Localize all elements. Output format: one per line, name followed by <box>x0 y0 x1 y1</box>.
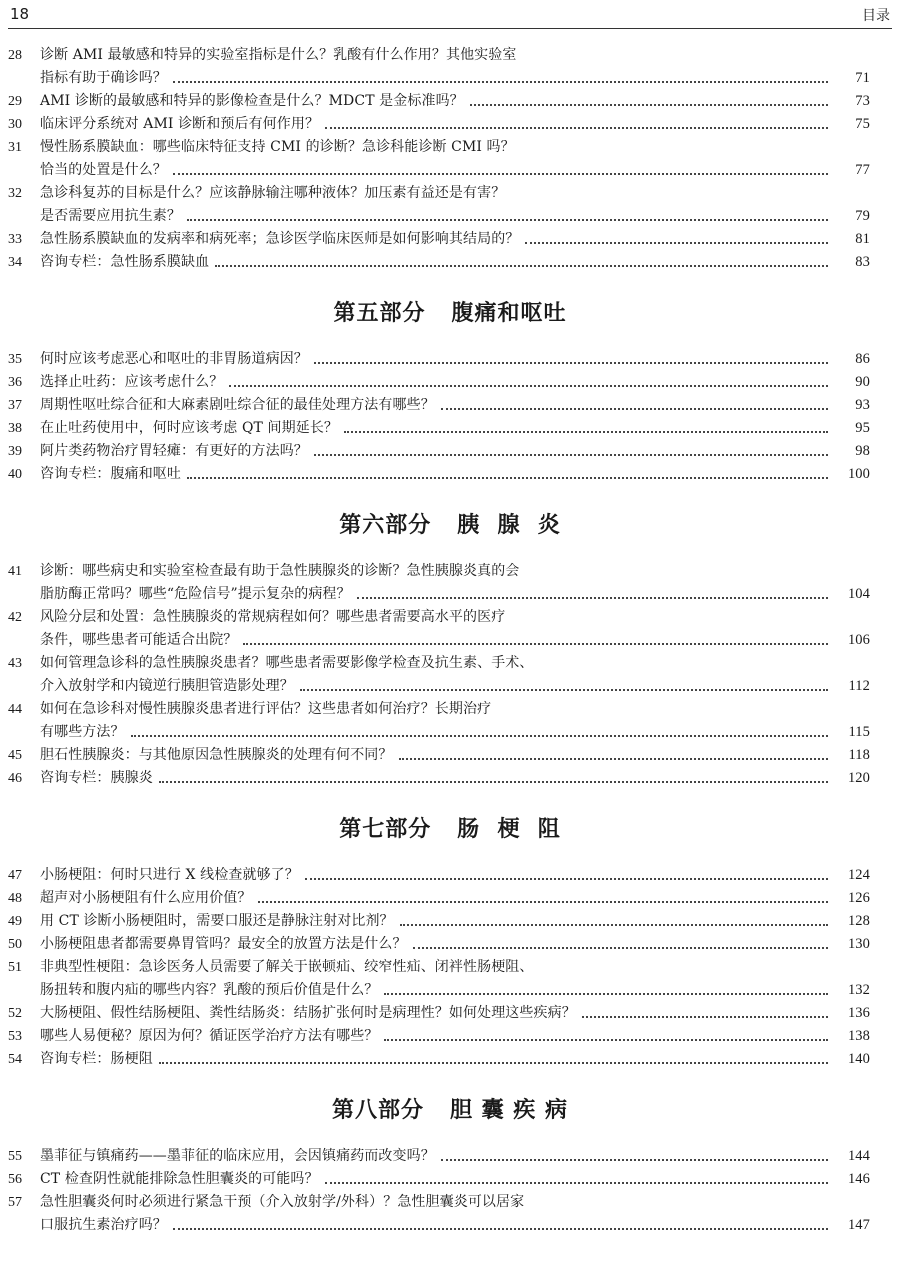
page-reference: 86 <box>855 351 870 367</box>
toc-entry[interactable] <box>8 251 870 274</box>
dot-leader <box>173 1227 828 1230</box>
page-reference: 79 <box>855 208 870 224</box>
entry-title-text: 如何在急诊科对慢性胰腺炎患者进行评估？这些患者如何治疗？长期治疗 <box>40 701 492 717</box>
entry-line <box>40 417 870 440</box>
entry-title-text: 指标有助于确诊吗？ <box>40 70 167 86</box>
entry-line <box>40 721 870 744</box>
section-title: 第八部分 胆 囊 疾 病 <box>332 1097 568 1123</box>
section-heading <box>0 1071 900 1145</box>
page-reference: 130 <box>847 936 870 952</box>
entry-line <box>40 251 870 274</box>
entry-title-text: CT 检查阴性就能排除急性胆囊炎的可能吗？ <box>40 1171 319 1187</box>
entry-title-text: AMI 诊断的最敏感和特异的影像检查是什么？MDCT 是金标准吗？ <box>40 93 464 109</box>
entry-line <box>40 136 870 159</box>
entry-line <box>40 887 870 910</box>
page-reference: 95 <box>855 420 870 436</box>
page-reference: 115 <box>848 724 870 740</box>
entry-title-text: 咨询专栏：急性肠系膜缺血 <box>40 254 210 270</box>
page-reference: 104 <box>847 586 870 602</box>
dot-leader <box>215 264 828 267</box>
page-reference: 75 <box>855 116 870 132</box>
page-reference: 118 <box>848 747 870 763</box>
toc-entry[interactable] <box>8 910 870 933</box>
dot-leader <box>384 1038 828 1041</box>
entry-line <box>40 228 870 251</box>
page-reference: 81 <box>855 231 870 247</box>
entry-number: 36 <box>8 375 22 390</box>
entry-number: 54 <box>8 1052 22 1067</box>
dot-leader <box>413 946 828 949</box>
entry-title-text: 介入放射学和内镜逆行胰胆管造影处理？ <box>40 678 294 694</box>
entry-line <box>40 698 870 721</box>
dot-leader <box>325 126 828 129</box>
entry-title-text: 在止吐药使用中，何时应该考虑 QT 间期延长？ <box>40 420 339 436</box>
entry-title-text: 是否需要应用抗生素？ <box>40 208 181 224</box>
page-reference: 132 <box>847 982 870 998</box>
toc-entry[interactable] <box>8 767 870 790</box>
toc-entry[interactable] <box>8 1191 870 1237</box>
dot-leader <box>305 877 828 880</box>
entry-number: 46 <box>8 771 22 786</box>
entry-title-text: 小肠梗阻：何时只进行 X 线检查就够了？ <box>40 867 299 883</box>
toc-entry[interactable] <box>8 394 870 417</box>
entry-title-text: 急性肠系膜缺血的发病率和病死率；急诊医学临床医师是如何影响其结局的？ <box>40 231 520 247</box>
section-heading <box>0 274 900 348</box>
page-reference: 71 <box>855 70 870 86</box>
running-title: 目录 <box>862 8 890 24</box>
toc-entry[interactable] <box>8 44 870 90</box>
entry-line <box>40 744 870 767</box>
page-reference: 138 <box>847 1028 870 1044</box>
entry-line <box>40 371 870 394</box>
entry-title-text: 用 CT 诊断小肠梗阻时，需要口服还是静脉注射对比剂？ <box>40 913 394 929</box>
entry-title-text: 何时应该考虑恶心和呕吐的非胃肠道病因？ <box>40 351 308 367</box>
section-title: 第七部分 肠 梗 阻 <box>339 816 561 842</box>
entry-line <box>40 463 870 486</box>
entry-line <box>40 394 870 417</box>
section-title: 第六部分 胰 腺 炎 <box>339 512 561 538</box>
entry-number: 35 <box>8 352 22 367</box>
entry-title-text: 如何管理急诊科的急性胰腺炎患者？哪些患者需要影像学检查及抗生素、手术、 <box>40 655 534 671</box>
entry-line <box>40 767 870 790</box>
entry-number: 53 <box>8 1029 22 1044</box>
entry-line <box>40 864 870 887</box>
entry-line <box>40 159 870 182</box>
section-heading <box>0 486 900 560</box>
entry-number: 31 <box>8 140 22 155</box>
dot-leader <box>400 923 828 926</box>
entry-line <box>40 606 870 629</box>
entry-number: 37 <box>8 398 22 413</box>
entry-title-text: 小肠梗阻患者都需要鼻胃管吗？最安全的放置方法是什么？ <box>40 936 407 952</box>
page-reference: 147 <box>847 1217 870 1233</box>
entry-title-text: 超声对小肠梗阻有什么应用价值？ <box>40 890 252 906</box>
dot-leader <box>441 407 828 410</box>
toc-entry[interactable] <box>8 606 870 652</box>
entry-number: 34 <box>8 255 22 270</box>
entry-title-text: 条件，哪些患者可能适合出院？ <box>40 632 238 648</box>
page-reference: 126 <box>847 890 870 906</box>
entry-number: 43 <box>8 656 22 671</box>
entry-number: 49 <box>8 914 22 929</box>
entry-line <box>40 90 870 113</box>
entry-title-text: 选择止吐药：应该考虑什么？ <box>40 374 224 390</box>
entry-title-text: 非典型性梗阻：急诊医务人员需要了解关于嵌顿疝、绞窄性疝、闭袢性肠梗阻、 <box>40 959 534 975</box>
entry-line <box>40 1145 870 1168</box>
entry-title-text: 咨询专栏：肠梗阻 <box>40 1051 153 1067</box>
toc-entry[interactable] <box>8 698 870 744</box>
toc-entry[interactable] <box>8 956 870 1002</box>
dot-leader <box>384 992 828 995</box>
dot-leader <box>243 642 828 645</box>
entry-number: 29 <box>8 94 22 109</box>
entry-number: 52 <box>8 1006 22 1021</box>
entry-title-text: 有哪些方法？ <box>40 724 125 740</box>
entry-number: 33 <box>8 232 22 247</box>
entry-line <box>40 440 870 463</box>
entry-line <box>40 910 870 933</box>
dot-leader <box>173 172 828 175</box>
entry-title-text: 诊断：哪些病史和实验室检查最有助于急性胰腺炎的诊断？急性胰腺炎真的会 <box>40 563 520 579</box>
dot-leader <box>470 103 828 106</box>
toc-entry[interactable] <box>8 182 870 228</box>
entry-line <box>40 205 870 228</box>
entry-title-text: 胆石性胰腺炎：与其他原因急性胰腺炎的处理有何不同？ <box>40 747 393 763</box>
dot-leader <box>525 241 828 244</box>
entry-title-text: 急诊科复苏的目标是什么？应该静脉输注哪种液体？加压素有益还是有害？ <box>40 185 506 201</box>
toc-entry[interactable] <box>8 1168 870 1191</box>
entry-number: 55 <box>8 1149 22 1164</box>
entry-line <box>40 560 870 583</box>
page-reference: 136 <box>847 1005 870 1021</box>
entry-title-text: 咨询专栏：胰腺炎 <box>40 770 153 786</box>
dot-leader <box>399 757 829 760</box>
entry-title-text: 诊断 AMI 最敏感和特异的实验室指标是什么？乳酸有什么作用？其他实验室 <box>40 47 517 63</box>
toc-entry[interactable] <box>8 113 870 136</box>
entry-title-text: 恰当的处置是什么？ <box>40 162 167 178</box>
entry-line <box>40 1025 870 1048</box>
entry-line <box>40 1002 870 1025</box>
page-reference: 83 <box>855 254 870 270</box>
entry-title-text: 咨询专栏：腹痛和呕吐 <box>40 466 181 482</box>
entry-title-text: 脂肪酶正常吗？哪些“危险信号”提示复杂的病程？ <box>40 586 351 602</box>
page-reference: 100 <box>847 466 870 482</box>
toc-entry[interactable] <box>8 933 870 956</box>
entry-number: 50 <box>8 937 22 952</box>
dot-leader <box>187 476 828 479</box>
entry-number: 38 <box>8 421 22 436</box>
page-reference: 90 <box>855 374 870 390</box>
entry-number: 39 <box>8 444 22 459</box>
dot-leader <box>187 218 828 221</box>
toc-entry[interactable] <box>8 1048 870 1071</box>
entry-line <box>40 979 870 1002</box>
entry-number: 57 <box>8 1195 22 1210</box>
entry-number: 47 <box>8 868 22 883</box>
dot-leader <box>258 900 829 903</box>
entry-line <box>40 113 870 136</box>
toc-entry[interactable] <box>8 136 870 182</box>
toc-entry[interactable] <box>8 744 870 767</box>
dot-leader <box>300 688 828 691</box>
entry-number: 42 <box>8 610 22 625</box>
entry-title-text: 急性胆囊炎何时必须进行紧急干预（介入放射学/外科）？急性胆囊炎可以居家 <box>40 1194 525 1210</box>
toc-entry[interactable] <box>8 348 870 371</box>
dot-leader <box>314 453 828 456</box>
page-reference: 128 <box>847 913 870 929</box>
entry-title-text: 大肠梗阻、假性结肠梗阻、粪性结肠炎：结肠扩张何时是病理性？如何处理这些疾病？ <box>40 1005 576 1021</box>
entry-number: 28 <box>8 48 22 63</box>
dot-leader <box>131 734 828 737</box>
entry-title-text: 临床评分系统对 AMI 诊断和预后有何作用？ <box>40 116 320 132</box>
entry-line <box>40 629 870 652</box>
toc-entry[interactable] <box>8 1025 870 1048</box>
entry-number: 41 <box>8 564 22 579</box>
entry-title-text: 墨菲征与镇痛药——墨菲征的临床应用，会因镇痛药而改变吗？ <box>40 1148 435 1164</box>
entry-number: 44 <box>8 702 22 717</box>
section-title: 第五部分 腹痛和呕吐 <box>333 300 567 326</box>
dot-leader <box>314 361 828 364</box>
entry-line <box>40 44 870 67</box>
toc-entry[interactable] <box>8 652 870 698</box>
toc-entry[interactable] <box>8 1145 870 1168</box>
entry-line <box>40 67 870 90</box>
entry-line <box>40 652 870 675</box>
page-reference: 112 <box>848 678 870 694</box>
entry-title-text: 哪些人易便秘？原因为何？循证医学治疗方法有哪些？ <box>40 1028 379 1044</box>
entry-line <box>40 675 870 698</box>
toc-entry[interactable] <box>8 864 870 887</box>
entry-title-text: 周期性呕吐综合征和大麻素剧吐综合征的最佳处理方法有哪些？ <box>40 397 435 413</box>
page-header <box>8 0 892 29</box>
page-reference: 120 <box>847 770 870 786</box>
entry-number: 32 <box>8 186 22 201</box>
page-reference: 93 <box>855 397 870 413</box>
entry-title-text: 阿片类药物治疗胃轻瘫：有更好的方法吗？ <box>40 443 308 459</box>
dot-leader <box>159 1061 828 1064</box>
dot-leader <box>325 1181 828 1184</box>
entry-number: 56 <box>8 1172 22 1187</box>
entry-line <box>40 583 870 606</box>
page-reference: 146 <box>847 1171 870 1187</box>
entry-number: 40 <box>8 467 22 482</box>
dot-leader <box>357 596 828 599</box>
dot-leader <box>159 780 828 783</box>
section-heading <box>0 790 900 864</box>
toc-entry[interactable] <box>8 887 870 910</box>
entry-number: 51 <box>8 960 22 975</box>
toc-entry[interactable] <box>8 417 870 440</box>
dot-leader <box>229 384 828 387</box>
toc-entry[interactable] <box>8 463 870 486</box>
dot-leader <box>582 1015 828 1018</box>
toc-entry[interactable] <box>8 90 870 113</box>
entry-number: 48 <box>8 891 22 906</box>
toc-entry[interactable] <box>8 371 870 394</box>
entry-title-text: 风险分层和处置：急性胰腺炎的常规病程如何？哪些患者需要高水平的医疗 <box>40 609 506 625</box>
page-reference: 124 <box>847 867 870 883</box>
toc-entry[interactable] <box>8 560 870 606</box>
entry-title-text: 口服抗生素治疗吗？ <box>40 1217 167 1233</box>
entry-number: 45 <box>8 748 22 763</box>
table-of-contents <box>0 44 900 1237</box>
dot-leader <box>344 430 828 433</box>
dot-leader <box>441 1158 828 1161</box>
dot-leader <box>173 80 828 83</box>
entry-number: 30 <box>8 117 22 132</box>
entry-title-text: 肠扭转和腹内疝的哪些内容？乳酸的预后价值是什么？ <box>40 982 379 998</box>
entry-line <box>40 933 870 956</box>
entry-line <box>40 1168 870 1191</box>
entry-line <box>40 1214 870 1237</box>
entry-line <box>40 348 870 371</box>
toc-entry[interactable] <box>8 440 870 463</box>
entry-line <box>40 182 870 205</box>
entry-title-text: 慢性肠系膜缺血：哪些临床特征支持 CMI 的诊断？急诊科能诊断 CMI 吗？ <box>40 139 515 155</box>
entry-line <box>40 956 870 979</box>
page-reference: 106 <box>847 632 870 648</box>
page-reference: 77 <box>855 162 870 178</box>
page-reference: 98 <box>855 443 870 459</box>
page-reference: 140 <box>847 1051 870 1067</box>
entry-line <box>40 1191 870 1214</box>
page-reference: 73 <box>855 93 870 109</box>
entry-line <box>40 1048 870 1071</box>
page-number: 18 <box>10 5 30 23</box>
toc-entry[interactable] <box>8 228 870 251</box>
toc-entry[interactable] <box>8 1002 870 1025</box>
page-reference: 144 <box>847 1148 870 1164</box>
